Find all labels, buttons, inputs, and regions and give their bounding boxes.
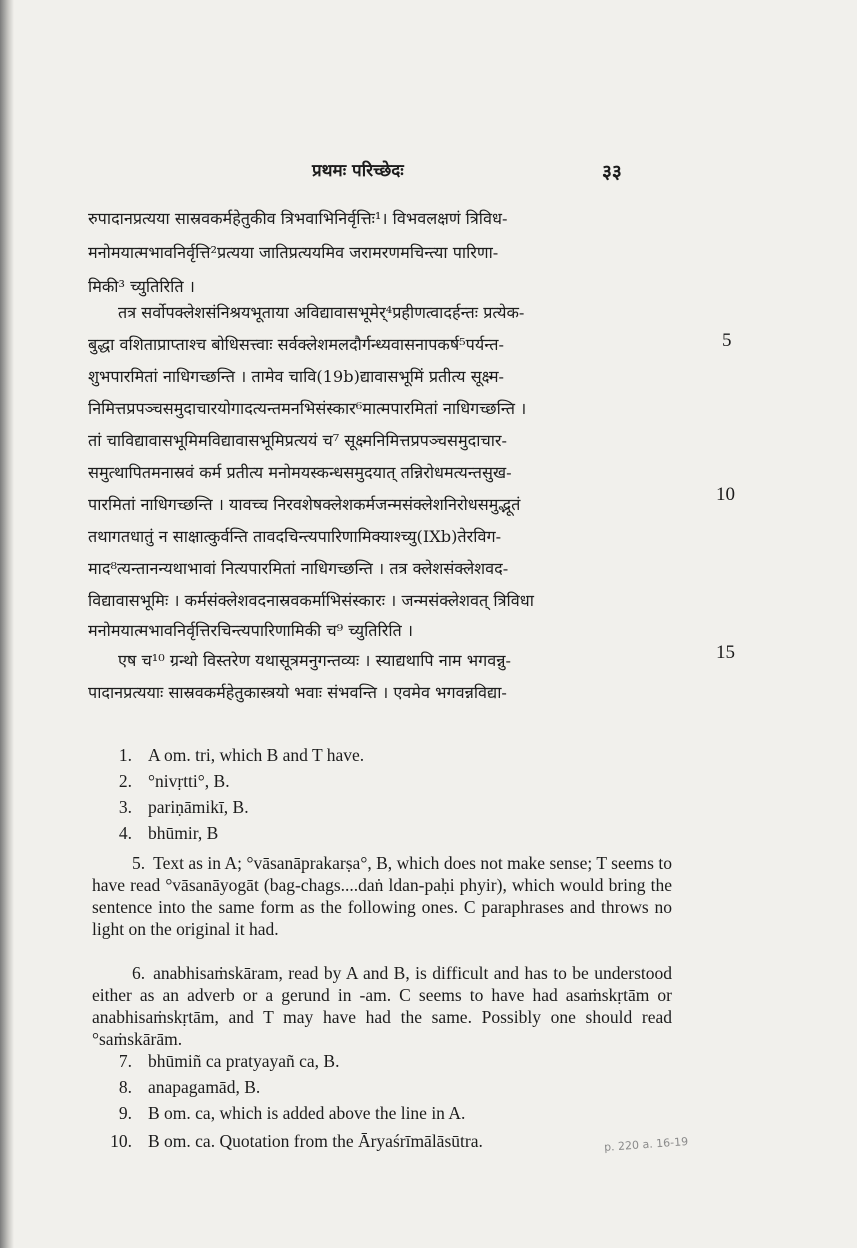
text-line: शुभपारमितां नाधिगच्छन्ति । तामेव चावि(19b)द्यावासभूमिं प्रतीत्य सूक्ष्म- bbox=[88, 367, 504, 386]
footnote: 1. A om. tri, which B and T have. bbox=[118, 745, 365, 765]
chapter-title: प्रथमः परिच्छेदः bbox=[312, 161, 404, 181]
line-number: 15 bbox=[716, 642, 735, 663]
line-number: 5 bbox=[722, 330, 732, 351]
text-line: पादानप्रत्ययाः सास्रवकर्महेतुकास्त्रयो भवाः संभवन्ति । एवमेव भगवन्नविद्या- bbox=[88, 683, 507, 702]
footnote: 10. B om. ca. Quotation from the Āryaśrīmālāsūtra. bbox=[110, 1131, 483, 1151]
footnote: 3. pariṇāmikī, B. bbox=[118, 797, 249, 817]
text-line: मिकी³ च्युतिरिति । bbox=[88, 277, 195, 296]
text-line: निमित्तप्रपञ्चसमुदाचारयोगादत्यन्तमनभिसंस्कार⁶मात्मपारमितां नाधिगच्छन्ति । bbox=[88, 399, 527, 418]
footnote: 7. bhūmiñ ca pratyayañ ca, B. bbox=[118, 1051, 340, 1071]
text-line: तथागतधातुं न साक्षात्कुर्वन्ति तावदचिन्त्यपारिणामिक्याश्च्यु(IXb)तेरविग- bbox=[88, 527, 502, 546]
footnote: 5. Text as in A; °vāsanāprakarṣa°, B, which does not make sense; T seems to have read °vāsanāyogāt (bag-chags....daṅ ldan-paḥi phyir), which would bring the sentence into the same form as the following ones. C paraphrases and throws no light on the original it had. bbox=[92, 853, 672, 939]
footnote: 4. bhūmir, B bbox=[118, 823, 219, 843]
footnote: 6. anabhisaṁskāram, read by A and B, is difficult and has to be understood either as an adverb or a gerund in -am. C seems to have had asaṁskṛtām or anabhisaṁskṛtām, and T may have had the same. Possibly one should read °saṁskārām. bbox=[92, 963, 672, 1049]
text-line: विद्यावासभूमिः । कर्मसंक्लेशवदनास्रवकर्माभिसंस्कारः । जन्मसंक्लेशवत् त्रिविधा bbox=[88, 591, 534, 610]
text-line: रुपादानप्रत्यया सास्रवकर्महेतुकीव त्रिभवाभिनिर्वृत्तिः¹। विभवलक्षणं त्रिविध- bbox=[88, 209, 508, 228]
text-line: मनोमयात्मभावनिर्वृत्तिरचिन्त्यपारिणामिकी च⁹ च्युतिरिति । bbox=[88, 621, 414, 640]
footnote: 2. °nivṛtti°, B. bbox=[118, 771, 230, 791]
text-line: तां चाविद्यावासभूमिमविद्यावासभूमिप्रत्ययं च⁷ सूक्ष्मनिमित्तप्रपञ्चसमुदाचार- bbox=[88, 431, 508, 450]
text-line: एष च¹⁰ ग्रन्थो विस्तरेण यथासूत्रमनुगन्तव्यः । स्याद्यथापि नाम भगवन्नु- bbox=[118, 651, 511, 670]
text-line: तत्र सर्वोपक्लेशसंनिश्रयभूताया अविद्यावासभूमेर्⁴प्रहीणत्वादर्हन्तः प्रत्येक- bbox=[118, 303, 525, 322]
text-line: समुत्थापितमनास्रवं कर्म प्रतीत्य मनोमयस्कन्धसमुदयात् तन्निरोधमत्यन्तसुख- bbox=[88, 463, 512, 482]
text-line: बुद्धा वशिताप्राप्ताश्च बोधिसत्त्वाः सर्वक्लेशमलदौर्गन्ध्यवासनापकर्ष⁵पर्यन्त- bbox=[88, 335, 504, 354]
pencil-annotation: p. 220 a. 16-19 bbox=[603, 1135, 689, 1154]
footnote: 8. anapagamād, B. bbox=[118, 1077, 261, 1097]
page-number: ३३ bbox=[602, 161, 622, 183]
footnote: 9. B om. ca, which is added above the line in A. bbox=[118, 1103, 466, 1123]
text-line: मनोमयात्मभावनिर्वृत्ति²प्रत्यया जातिप्रत्ययमिव जरामरणमचिन्त्या पारिणा- bbox=[88, 243, 499, 262]
line-number: 10 bbox=[716, 484, 735, 505]
text-line: पारमितां नाधिगच्छन्ति । यावच्च निरवशेषक्लेशकर्मजन्मसंक्लेशनिरोधसमुद्भूतं bbox=[88, 495, 521, 514]
running-header bbox=[0, 158, 857, 188]
text-line: माद⁸त्यन्तानन्यथाभावां नित्यपारमितां नाधिगच्छन्ति । तत्र क्लेशसंक्लेशवद- bbox=[88, 559, 509, 578]
